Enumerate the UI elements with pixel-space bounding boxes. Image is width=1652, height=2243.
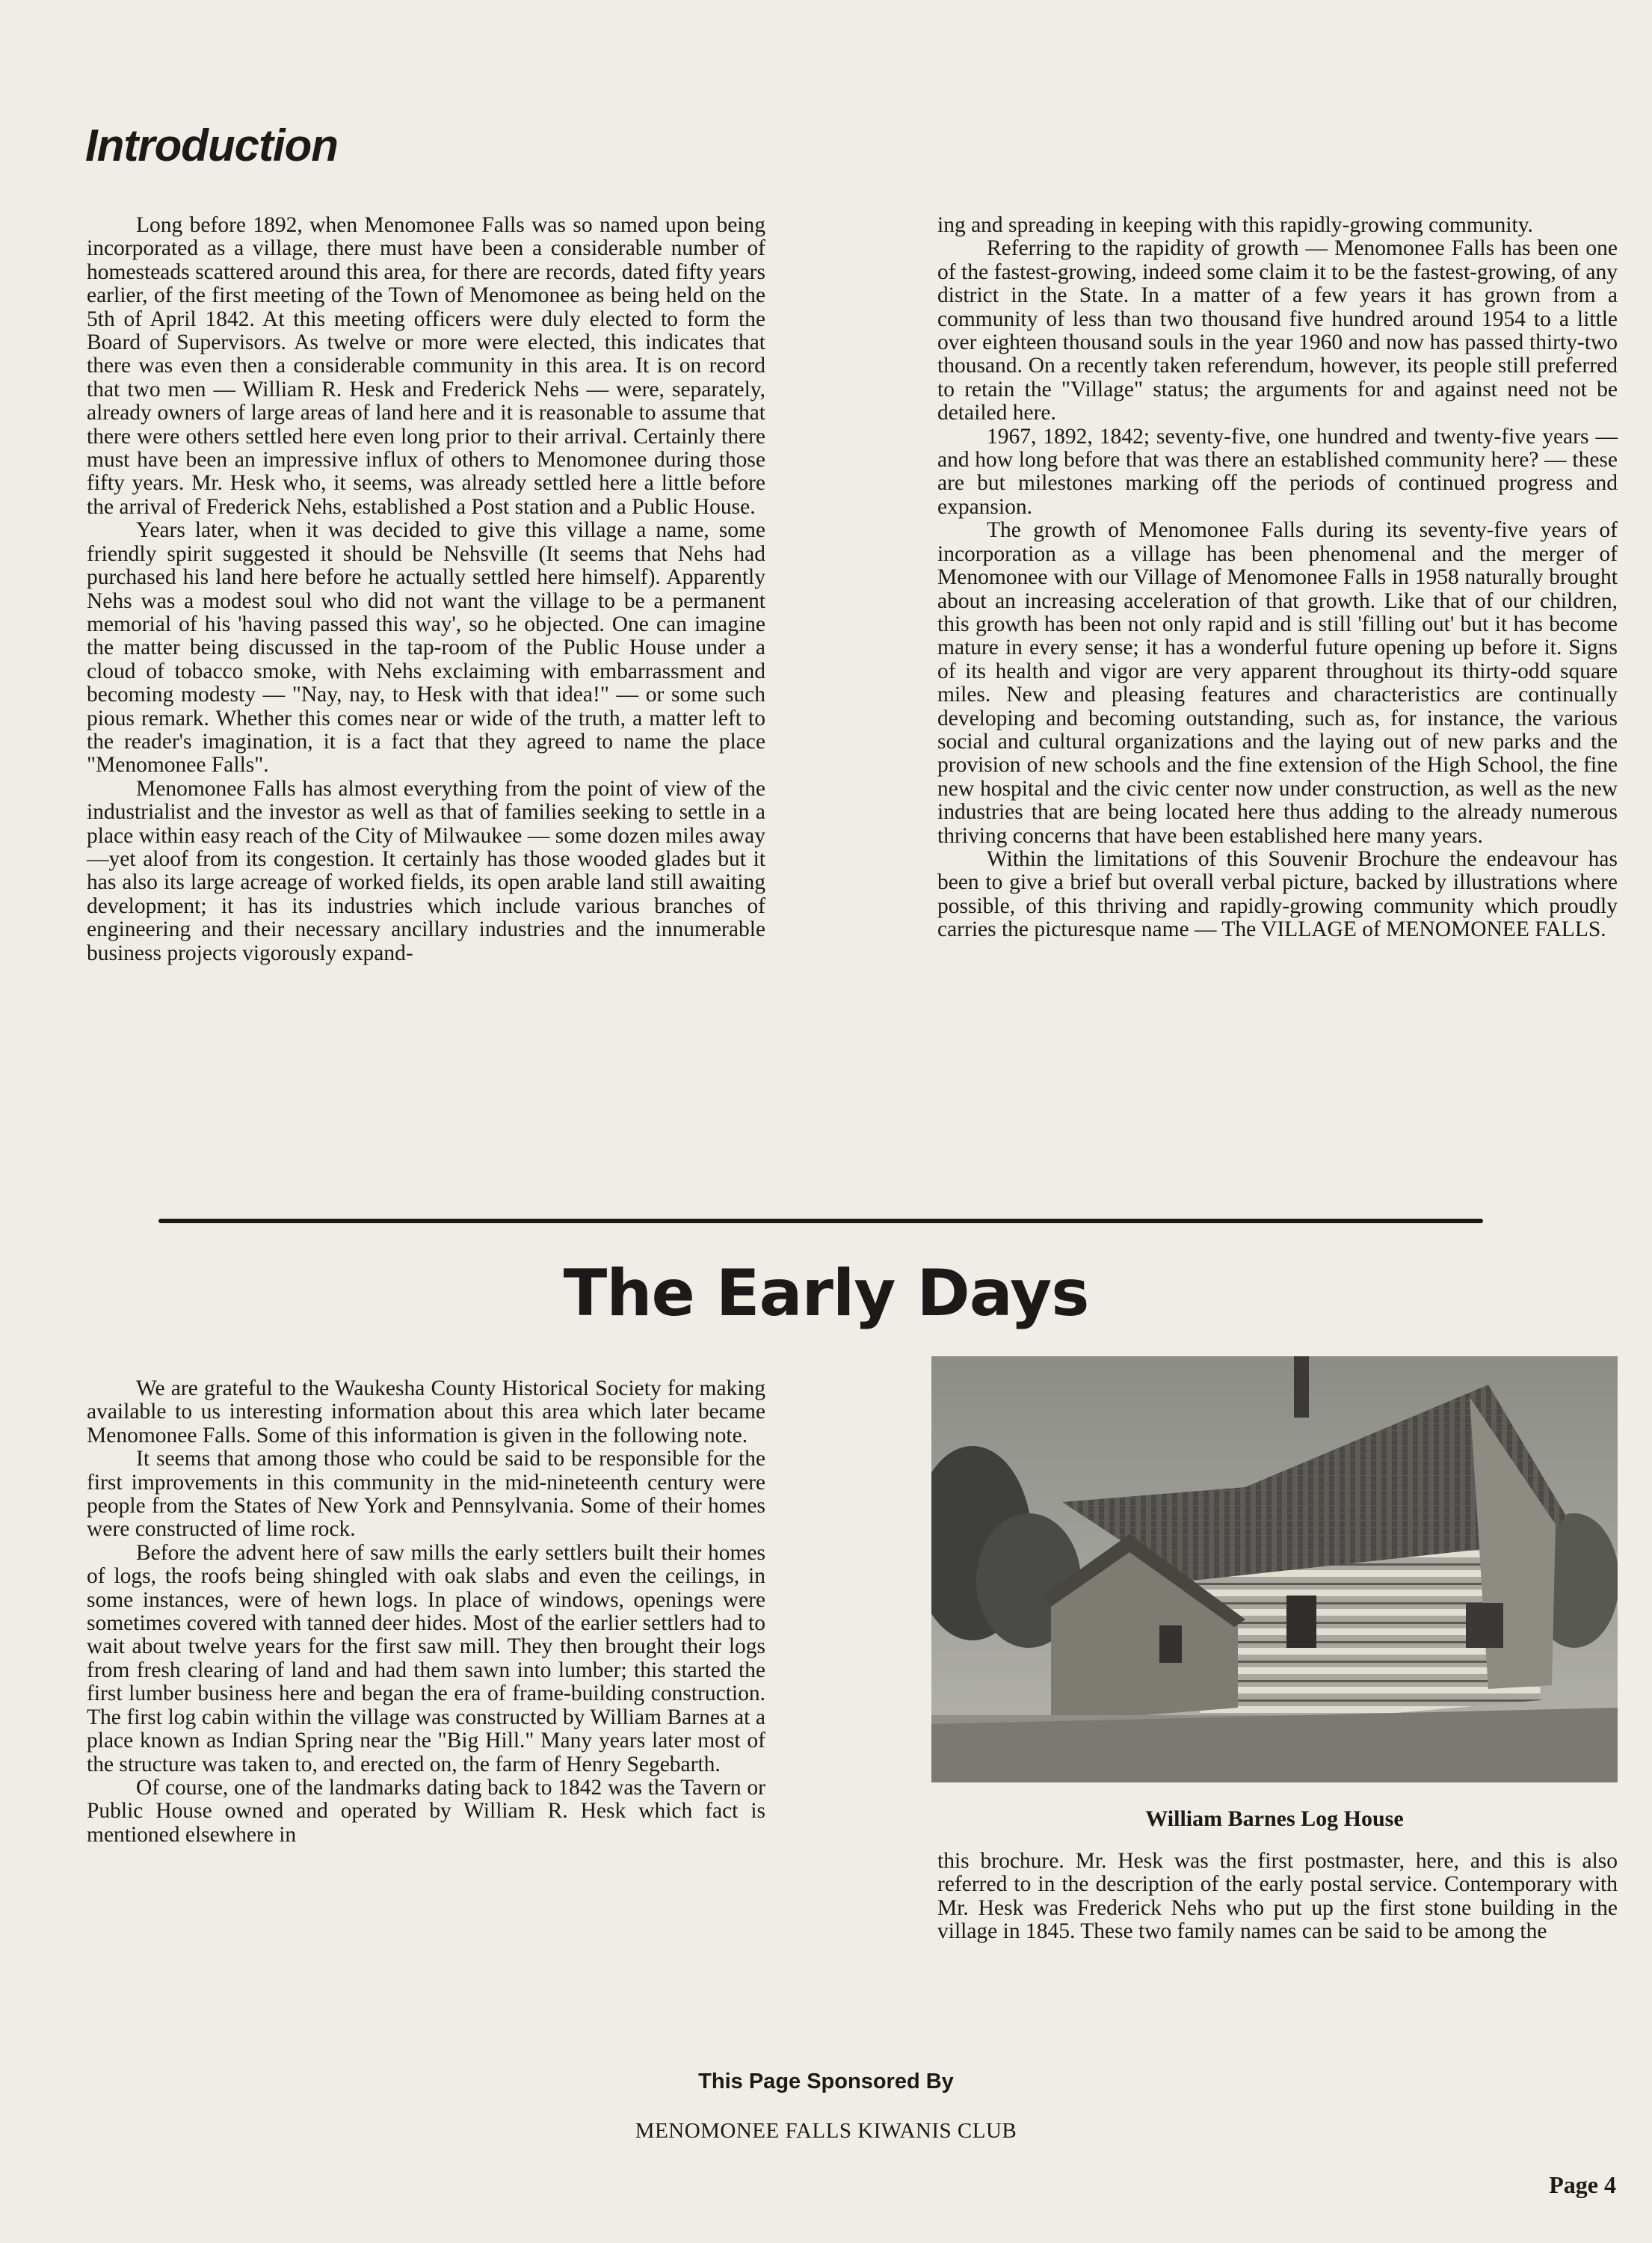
log-house-photo bbox=[931, 1356, 1618, 1782]
photo-caption: William Barnes Log House bbox=[1145, 1806, 1404, 1831]
introduction-left-column bbox=[87, 214, 765, 965]
shed-window bbox=[1159, 1625, 1182, 1663]
early-days-right-column bbox=[937, 1850, 1618, 1944]
side-window bbox=[1466, 1603, 1503, 1648]
early-days-paragraph: Before the advent here of saw mills the early settlers built their homes of logs, the roofs being shingled with oak slabs and even the ceilings, in some instances, were of hewn logs. In place of windows, openings were sometimes covered with tanned deer hides. Most of the earlier settlers had to wait about twelve years for the first saw mill. They then brought their logs from fresh clearing of land and had them sawn into lumber; this started the first lumber business here and began the era of frame-building construction. The first log cabin within the village was constructed by William Barnes at a place known as Indian Spring near the "Big Hill." Many years later most of the structure was taken to, and erected on, the farm of Henry Segebarth. bbox=[87, 1540, 765, 1776]
intro-paragraph: Referring to the rapidity of growth — Menomonee Falls has been one of the fastest-growing, indeed some claim it to be the fastest-growing, of any district in the State. In a matter of a few years it has grown from a community of less than two thousand five hundred around 1954 to a little over eighteen thousand souls in the year 1960 and now has passed thirty-two thousand. On a recently taken referendum, however, its people still preferred to retain the "Village" status; the arguments for and against need not be detailed here. bbox=[937, 236, 1618, 425]
intro-paragraph: 1967, 1892, 1842; seventy-five, one hundred and twenty-five years — and how long before that was there an established community here? — these are but milestones marking off the periods of continued progress and expansion. bbox=[937, 424, 1618, 519]
intro-paragraph: The growth of Menomonee Falls during its seventy-five years of incorporation as a village has been phenomenal and the merger of Menomonee with our Village of Menomonee Falls in 1958 naturally brought about an increasing acceleration of that growth. Like that of our children, this growth has been not only rapid and is still 'filling out' but it has become mature in every sense; it has a wonderful future opening up before it. Signs of its health and vigor are very apparent throughout its thirty-odd square miles. New and pleasing features and characteristics are continually developing and becoming outstanding, such as, for instance, the various social and cultural organizations and the laying out of new parks and the provision of new schools and the fine extension of the High School, the fine new hospital and the civic center now under construction, as well as the new industries that are being located here thus adding to the already numerous thriving concerns that have been established here many years. bbox=[937, 518, 1618, 848]
chimney bbox=[1294, 1356, 1309, 1418]
early-days-left-column bbox=[87, 1377, 765, 1847]
page-number: Page 4 bbox=[1549, 2171, 1616, 2198]
sponsor-name: MENOMONEE FALLS KIWANIS CLUB bbox=[635, 2119, 1017, 2143]
early-days-paragraph-continuation: this brochure. Mr. Hesk was the first postmaster, here, and this is also referred to in the description of the early postal service. Contemporary with Mr. Hesk was Frederick Nehs who put up the first stone building in the village in 1845. These two family names can be said to be among the bbox=[937, 1849, 1618, 1944]
early-days-paragraph: It seems that among those who could be said to be responsible for the first improvements in this community in the mid-nineteenth century were people from the States of New York and Pennsylvania. Some of their homes were constructed of lime rock. bbox=[87, 1447, 765, 1542]
window bbox=[1286, 1596, 1316, 1648]
sponsor-line: This Page Sponsored By bbox=[698, 2070, 954, 2093]
log-house-illustration bbox=[931, 1356, 1618, 1782]
introduction-heading: Introduction bbox=[85, 120, 338, 170]
early-days-paragraph: We are grateful to the Waukesha County Historical Society for making available to us interesting information about this area which later became Menomonee Falls. Some of this information is given in the following note. bbox=[87, 1376, 765, 1447]
intro-paragraph: Years later, when it was decided to give this village a name, some friendly spirit suggested it should be Nehsville (It seems that Nehs had purchased his land here before he actually settled here himself). Apparently Nehs was a modest soul who did not want the village to be a permanent memorial of his 'having passed this way', so he objected. One can imagine the matter being discussed in the tap-room of the Public House under a cloud of tobacco smoke, with Nehs exclaiming with embarrassment and becoming modesty — "Nay, nay, to Hesk with that idea!" — or some such pious remark. Whether this comes near or wide of the truth, a matter left to the reader's imagination, it is a fact that they agreed to name the place "Menomonee Falls". bbox=[87, 518, 765, 778]
intro-paragraph-continuation: ing and spreading in keeping with this rapidly-growing community. bbox=[937, 213, 1533, 237]
introduction-right-column bbox=[937, 214, 1618, 942]
early-days-heading: The Early Days bbox=[563, 1256, 1089, 1331]
intro-paragraph: Menomonee Falls has almost everything from the point of view of the industrialist and the investor as well as that of families seeking to settle in a place within easy reach of the City of Milwaukee — some dozen miles away—yet aloof from its congestion. It certainly has those wooded glades but it has also its large acreage of worked fields, its open arable land still awaiting development; it has its industries which include various branches of engineering and their necessary ancillary industries and the innumerable business projects vigorously expand- bbox=[87, 776, 765, 965]
intro-paragraph: Within the limitations of this Souvenir Brochure the endeavour has been to give a brief but overall verbal picture, backed by illustrations where possible, of this thriving and rapidly-growing community which proudly carries the picturesque name — The VILLAGE of MENOMONEE FALLS. bbox=[937, 846, 1618, 942]
intro-paragraph: Long before 1892, when Menomonee Falls was so named upon being incorporated as a village, there must have been a considerable number of homesteads scattered around this area, for there are records, dated fifty years earlier, of the first meeting of the Town of Menomonee as being held on the 5th of April 1842. At this meeting officers were duly elected to form the Board of Supervisors. As twelve or more were elected, this indicates that there was even then a considerable community in this area. It is on record that two men — William R. Hesk and Frederick Nehs — were, separately, already owners of large areas of land here and it is reasonable to assume that there were others settled here even long prior to their arrival. Certainly there must have been an impressive influx of others to Menomonee during those fifty years. Mr. Hesk who, it seems, was already settled here a little before the arrival of Frederick Nehs, established a Post station and a Public House. bbox=[87, 213, 765, 519]
section-divider bbox=[158, 1219, 1483, 1223]
early-days-paragraph: Of course, one of the landmarks dating back to 1842 was the Tavern or Public House owned and operated by William R. Hesk which fact is mentioned elsewhere in bbox=[87, 1775, 765, 1847]
